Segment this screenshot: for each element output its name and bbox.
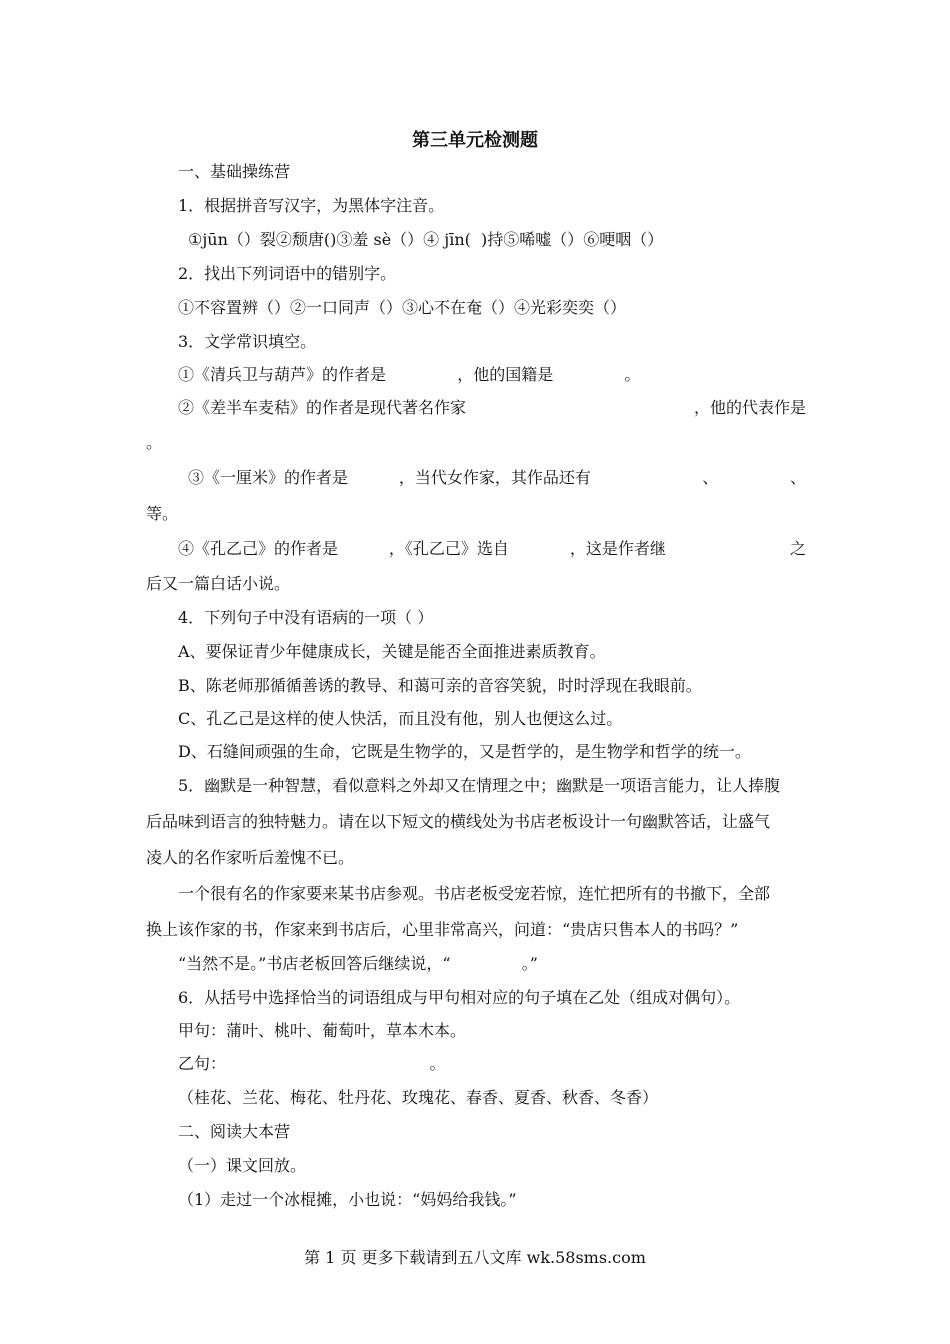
question-5-line-2: 后品味到语言的独特魅力。请在以下短文的横线处为书店老板设计一句幽默答话，让盛气 xyxy=(146,812,771,831)
question-5-passage-line-3: “当然不是。”书店老板回答后继续说，“ 。” xyxy=(178,954,538,973)
question-5-line-1: 5．幽默是一种智慧，看似意料之外却又在情理之中；幽默是一项语言能力，让人捧腹 xyxy=(178,776,781,795)
section-2-heading: 二、阅读大本营 xyxy=(178,1122,291,1141)
question-3-item-3-end: 等。 xyxy=(146,504,179,523)
question-3-item-4-part-b: 之 xyxy=(789,539,806,558)
question-4-option-c: C、孔乙己是这样的使人快活，而且没有他，别人也便这么过。 xyxy=(178,709,623,728)
question-1: 1．根据拼音写汉字，为黑体字注音。 xyxy=(178,196,445,215)
question-3-item-4-part-a: ④《孔乙己》的作者是 ，《孔乙己》选自 ，这是作者继 xyxy=(178,539,666,558)
page-footer: 第 1 页 更多下载请到五八文库 wk.58sms.com xyxy=(304,1248,646,1267)
question-3-item-2-end: 。 xyxy=(146,433,163,452)
question-3-item-2 xyxy=(146,397,806,419)
question-4-option-d: D、石缝间顽强的生命，它既是生物学的，又是哲学的，是生物学和哲学的统一。 xyxy=(178,742,751,761)
question-2: 2．找出下列词语中的错别字。 xyxy=(178,264,397,283)
question-3-item-3 xyxy=(146,467,806,489)
section-1-heading: 一、基础操练营 xyxy=(178,162,291,181)
question-5-line-3: 凌人的名作家听后羞愧不已。 xyxy=(146,848,355,867)
question-3-item-1: ①《清兵卫与葫芦》的作者是 ，他的国籍是 。 xyxy=(178,365,641,384)
question-3-item-2-part-b: ，他的代表作是 xyxy=(693,398,806,417)
reading-1-heading: （一）课文回放。 xyxy=(178,1156,307,1175)
question-5-passage-line-2: 换上该作家的书，作家来到书店后，心里非常高兴，问道：“贵店只售本人的书吗？” xyxy=(146,920,739,939)
question-3-item-3-part-c: 、 xyxy=(789,468,806,487)
question-3-item-3-part-b: 、 xyxy=(702,468,719,487)
question-6: 6．从括号中选择恰当的词语组成与甲句相对应的句子填在乙处（组成对偶句）。 xyxy=(178,988,741,1007)
question-4-option-b: B、陈老师那循循善诱的教导、和蔼可亲的音容笑貌，时时浮现在我眼前。 xyxy=(178,676,702,695)
question-3-item-3-part-a: ③《一厘米》的作者是 ，当代女作家，其作品还有 xyxy=(188,468,591,487)
question-3-item-4-end: 后又一篇白话小说。 xyxy=(146,574,291,593)
question-1-items: ①jūn（）裂②颓唐()③羞 sè（）④ jīn( )持⑤唏嘘（）⑥哽咽（） xyxy=(188,230,664,249)
question-2-items: ①不容置辨（）②一口同声（）③心不在奄（）④光彩奕奕（） xyxy=(178,298,627,317)
page-title: 第三单元检测题 xyxy=(412,130,538,151)
question-6-sentence-b: 乙句： 。 xyxy=(178,1054,446,1073)
question-4-option-a: A、要保证青少年健康成长，关键是能否全面推进素质教育。 xyxy=(178,642,606,661)
question-3: 3．文学常识填空。 xyxy=(178,332,317,351)
question-6-options: （桂花、兰花、梅花、牡丹花、玫瑰花、春香、夏香、秋香、冬香） xyxy=(178,1088,659,1107)
question-5-passage-line-1: 一个很有名的作家要来某书店参观。书店老板受宠若惊，连忙把所有的书撤下，全部 xyxy=(178,884,771,903)
reading-1-line-1: （1）走过一个冰棍摊，小也说：“妈妈给我钱。” xyxy=(178,1190,517,1209)
question-4: 4．下列句子中没有语病的一项（ ） xyxy=(178,608,434,627)
question-3-item-4 xyxy=(146,538,806,560)
question-6-sentence-a: 甲句：蒲叶、桃叶、葡萄叶，草本木本。 xyxy=(178,1021,467,1040)
question-3-item-2-part-a: ②《差半车麦秸》的作者是现代著名作家 xyxy=(178,398,467,417)
